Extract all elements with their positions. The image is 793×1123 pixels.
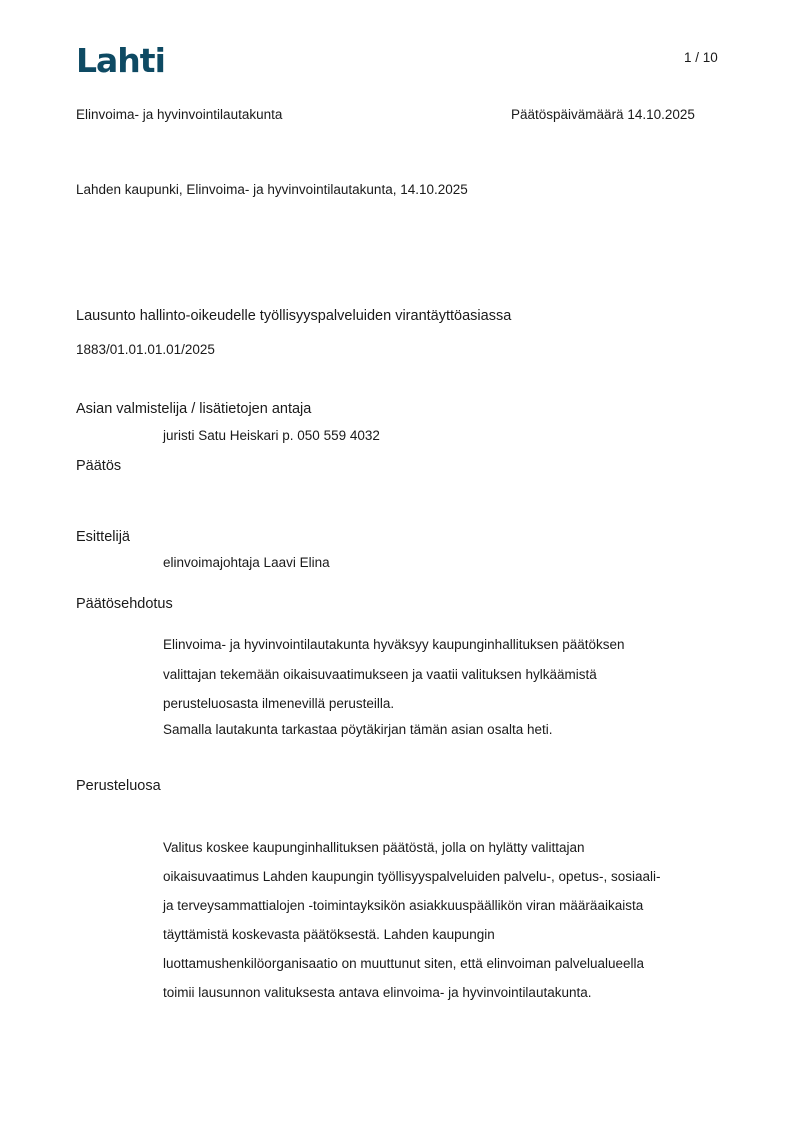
rationale-line: täyttämistä koskevasta päätöksestä. Lahden kaupungin <box>163 927 495 942</box>
decision-date: Päätöspäivämäärä 14.10.2025 <box>511 107 695 122</box>
matter-title: Lausunto hallinto-oikeudelle työllisyyspalveluiden virantäyttöasiassa <box>76 308 512 324</box>
proposal-line: Elinvoima- ja hyvinvointilautakunta hyväksyy kaupunginhallituksen päätöksen <box>163 637 625 652</box>
rationale-line: luottamushenkilöorganisaatio on muuttunut siten, että elinvoiman palvelualueella <box>163 956 645 971</box>
rationale-line: toimii lausunnon valituksesta antava elinvoima- ja hyvinvointilautakunta. <box>163 985 592 1000</box>
proposal-text <box>163 630 733 738</box>
page-number: 1 / 10 <box>684 50 718 65</box>
rationale-line: ja terveysammattialojen -toimintayksikön asiakkuuspäällikön viran määräaikaista <box>163 898 644 913</box>
proposal-line: Samalla lautakunta tarkastaa pöytäkirjan tämän asian osalta heti. <box>163 721 553 737</box>
rationale-line: oikaisuvaatimus Lahden kaupungin työllisyyspalveluiden palvelu-, opetus-, sosiaali- <box>163 869 661 884</box>
lahti-logo: Lahti <box>76 41 165 80</box>
preparer-heading: Asian valmistelija / lisätietojen antaja <box>76 401 312 417</box>
rationale-heading: Perusteluosa <box>76 778 161 794</box>
proposal-line: valittajan tekemään oikaisuvaatimukseen ja vaatii valituksen hylkäämistä <box>163 666 597 682</box>
proposal-line: perusteluosasta ilmenevillä perusteilla. <box>163 696 395 711</box>
presenter-heading: Esittelijä <box>76 529 130 545</box>
presenter-value: elinvoimajohtaja Laavi Elina <box>163 555 330 570</box>
proposal-heading: Päätösehdotus <box>76 596 173 612</box>
preparer-value: juristi Satu Heiskari p. 050 559 4032 <box>163 428 380 443</box>
matter-reference: 1883/01.01.01.01/2025 <box>76 342 215 357</box>
document-subtitle: Lahden kaupunki, Elinvoima- ja hyvinvointilautakunta, 14.10.2025 <box>76 182 468 197</box>
rationale-line: Valitus koskee kaupunginhallituksen päätöstä, jolla on hylätty valittajan <box>163 840 585 855</box>
committee-name: Elinvoima- ja hyvinvointilautakunta <box>76 107 283 122</box>
decision-heading: Päätös <box>76 458 122 474</box>
rationale-text <box>163 833 733 1007</box>
